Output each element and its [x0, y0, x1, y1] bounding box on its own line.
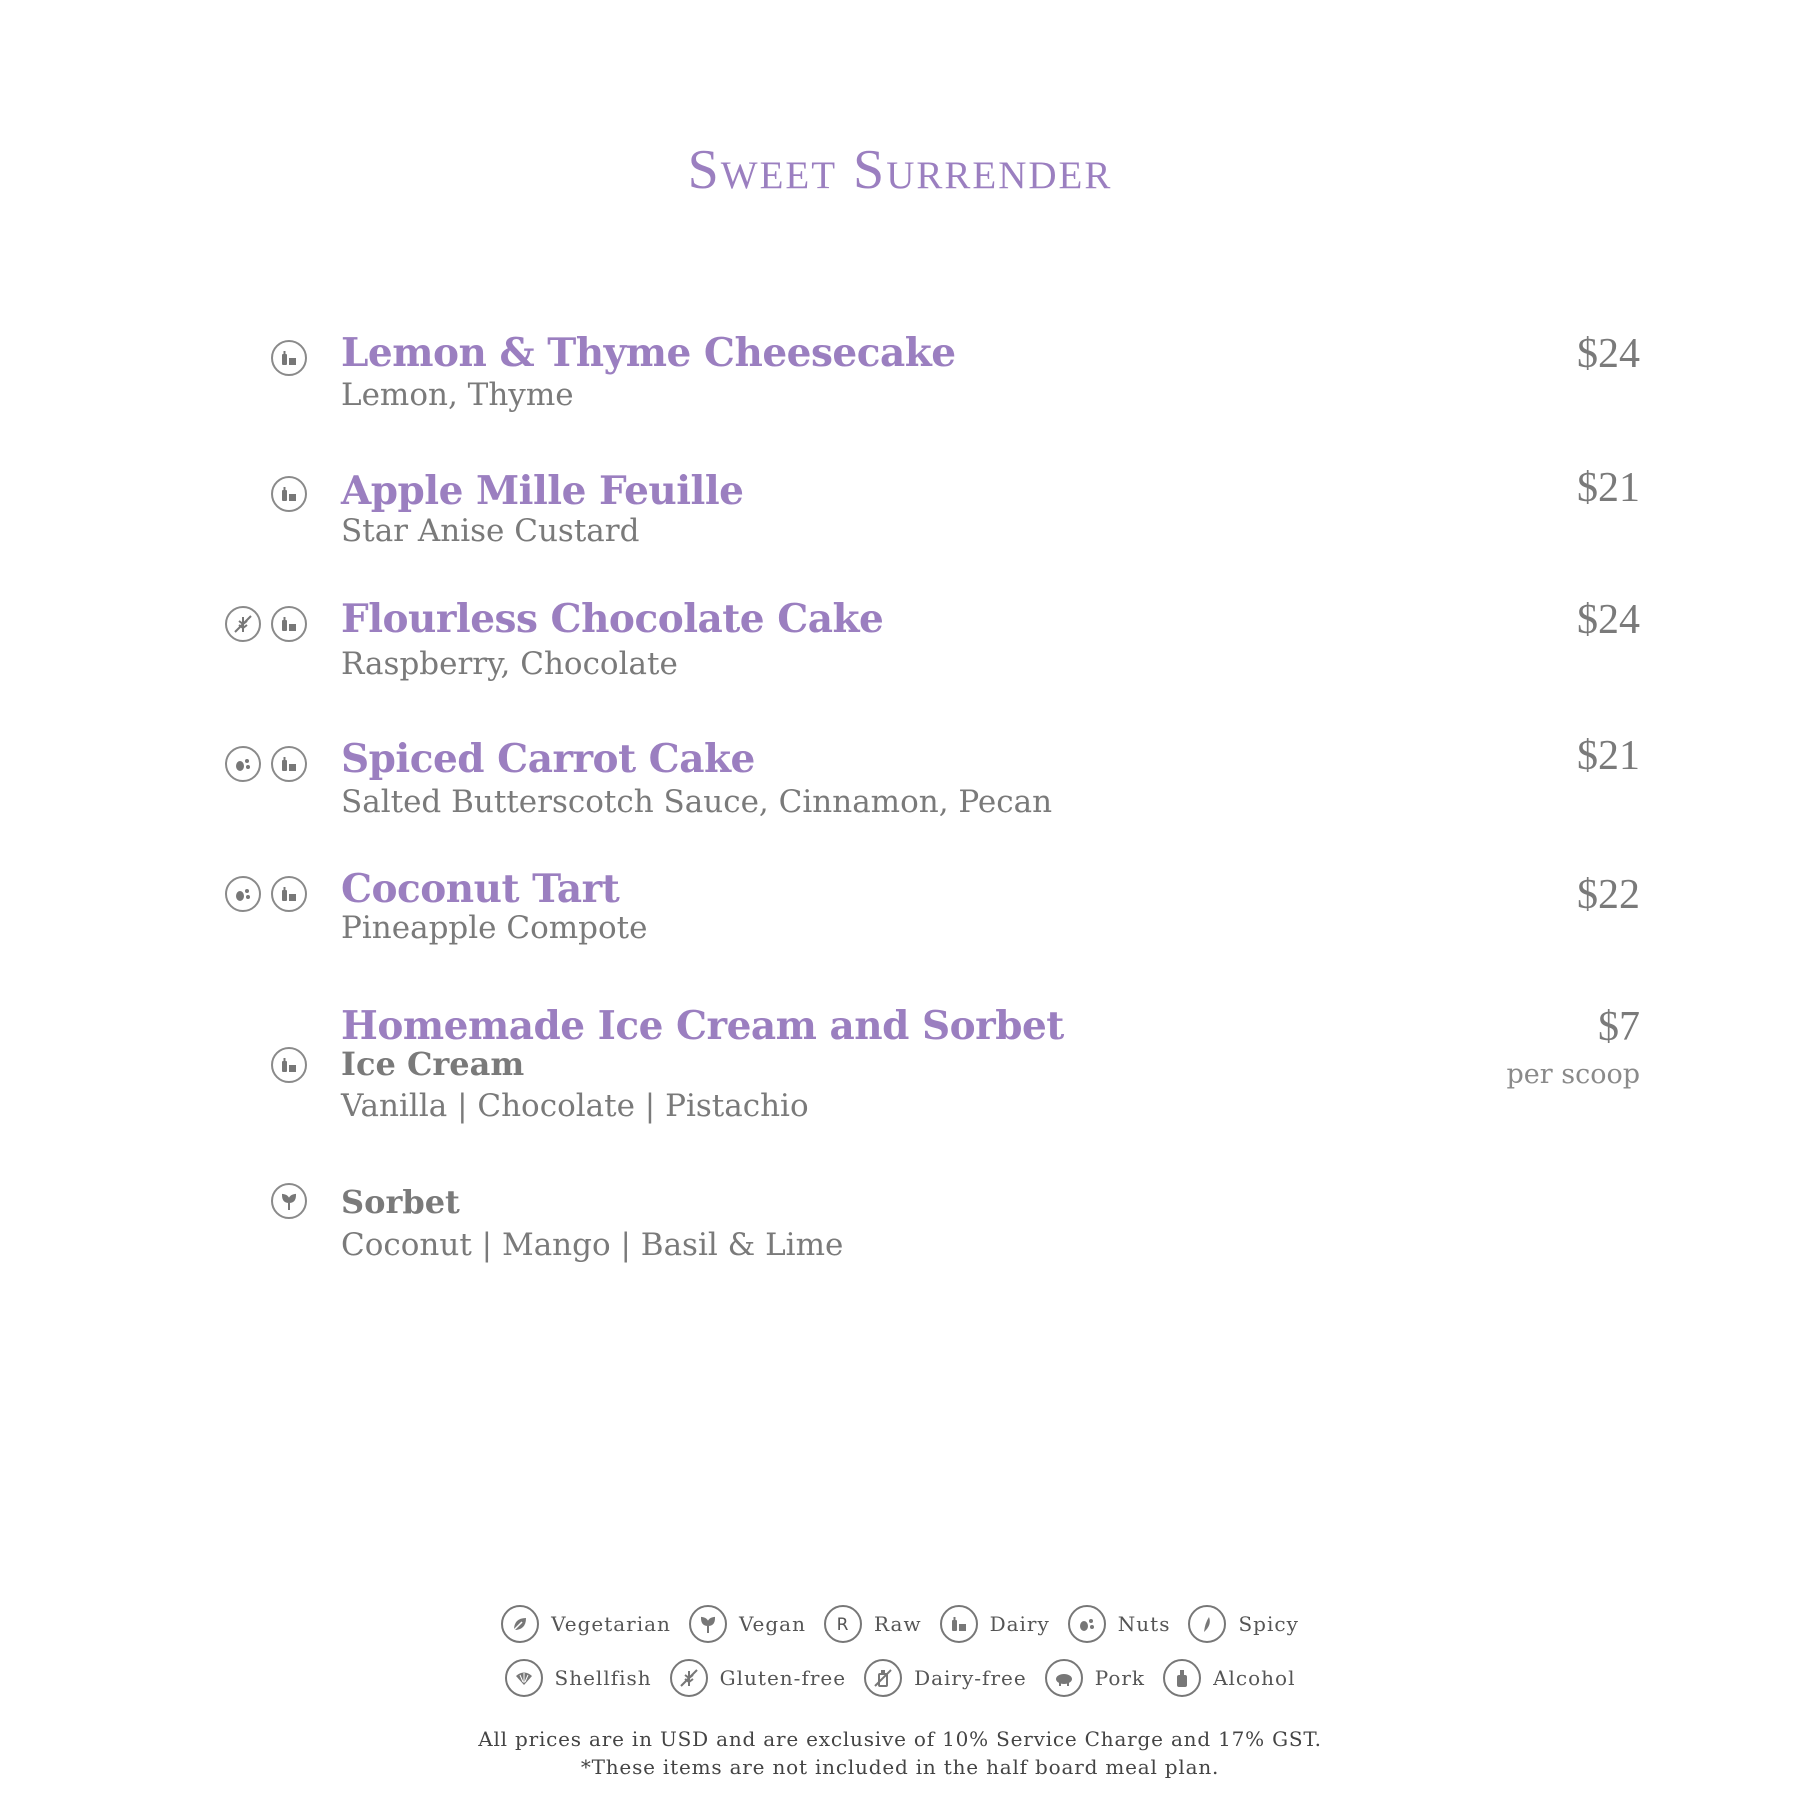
meal-plan-note: *These items are not included in the half board meal plan. — [580, 1755, 1220, 1779]
item-description: Salted Butterscotch Sauce, Cinnamon, Pecan — [341, 784, 1053, 820]
legend-label: Spicy — [1238, 1612, 1299, 1636]
footer-note — [0, 1725, 1800, 1781]
legend-label: Pork — [1094, 1666, 1146, 1690]
dairy-icon — [271, 476, 307, 512]
legend-label: Vegetarian — [551, 1612, 671, 1636]
item-price: $21 — [1577, 465, 1640, 511]
legend-label: Raw — [874, 1612, 922, 1636]
legend-item-vegetarian — [501, 1605, 671, 1643]
item-description: Pineapple Compote — [341, 910, 648, 946]
dairy-icon — [940, 1605, 978, 1643]
subsection-title: Ice Cream — [341, 1045, 525, 1083]
gluten-free-icon — [670, 1659, 708, 1697]
dairy-icon — [271, 746, 307, 782]
item-name: Homemade Ice Cream and Sorbet — [341, 1003, 1064, 1049]
item-name: Lemon & Thyme Cheesecake — [341, 330, 956, 376]
legend-item-spicy — [1188, 1605, 1298, 1643]
page-title: Sweet Surrender — [687, 139, 1113, 201]
item-description: Coconut | Mango | Basil & Lime — [341, 1227, 844, 1263]
item-name: Spiced Carrot Cake — [341, 736, 755, 782]
pork-icon — [1045, 1659, 1083, 1697]
legend-item-raw — [824, 1605, 922, 1643]
alcohol-icon — [1163, 1659, 1201, 1697]
item-description: Star Anise Custard — [341, 513, 640, 549]
legend-label: Dairy — [989, 1612, 1050, 1636]
legend-label: Vegan — [738, 1612, 806, 1636]
legend-row — [0, 1605, 1800, 1643]
dairy-icon — [271, 876, 307, 912]
nuts-icon — [225, 876, 261, 912]
item-name: Coconut Tart — [341, 866, 620, 912]
item-price: $7 — [1598, 1004, 1640, 1050]
dietary-legend — [0, 1605, 1800, 1713]
item-description: Lemon, Thyme — [341, 377, 574, 413]
item-description: Vanilla | Chocolate | Pistachio — [341, 1088, 809, 1124]
legend-item-shellfish — [505, 1659, 652, 1697]
subsection-title: Sorbet — [341, 1183, 460, 1221]
legend-item-vegan — [689, 1605, 806, 1643]
legend-label: Dairy-free — [914, 1666, 1027, 1690]
legend-row — [0, 1659, 1800, 1697]
legend-label: Shellfish — [554, 1666, 652, 1690]
nuts-icon — [1068, 1605, 1106, 1643]
legend-item-gluten-free — [670, 1659, 846, 1697]
legend-item-dairy-free — [864, 1659, 1027, 1697]
legend-label: Alcohol — [1213, 1666, 1296, 1690]
item-price: $24 — [1577, 597, 1640, 643]
legend-item-alcohol — [1163, 1659, 1295, 1697]
item-price: $22 — [1577, 872, 1640, 918]
legend-item-dairy — [940, 1605, 1050, 1643]
legend-label: Nuts — [1117, 1612, 1171, 1636]
dairy-icon — [271, 1047, 307, 1083]
price-note: per scoop — [1506, 1059, 1640, 1090]
item-name: Apple Mille Feuille — [341, 468, 744, 514]
item-price: $24 — [1577, 331, 1640, 377]
spicy-icon — [1188, 1605, 1226, 1643]
gluten-free-icon — [225, 606, 261, 642]
nuts-icon — [225, 746, 261, 782]
shellfish-icon — [505, 1659, 543, 1697]
legend-label: Gluten-free — [719, 1666, 847, 1690]
dairy-free-icon — [864, 1659, 902, 1697]
legend-item-nuts — [1068, 1605, 1171, 1643]
item-description: Raspberry, Chocolate — [341, 646, 678, 682]
dairy-icon — [271, 340, 307, 376]
price-disclaimer: All prices are in USD and are exclusive of 10% Service Charge and 17% GST. — [478, 1727, 1322, 1751]
vegan-icon — [689, 1605, 727, 1643]
vegetarian-icon — [501, 1605, 539, 1643]
vegan-icon — [271, 1183, 307, 1219]
legend-item-pork — [1045, 1659, 1145, 1697]
item-name: Flourless Chocolate Cake — [341, 596, 884, 642]
item-price: $21 — [1577, 733, 1640, 779]
raw-icon — [824, 1605, 862, 1643]
dairy-icon — [271, 606, 307, 642]
svg-text:R: R — [836, 1615, 850, 1635]
